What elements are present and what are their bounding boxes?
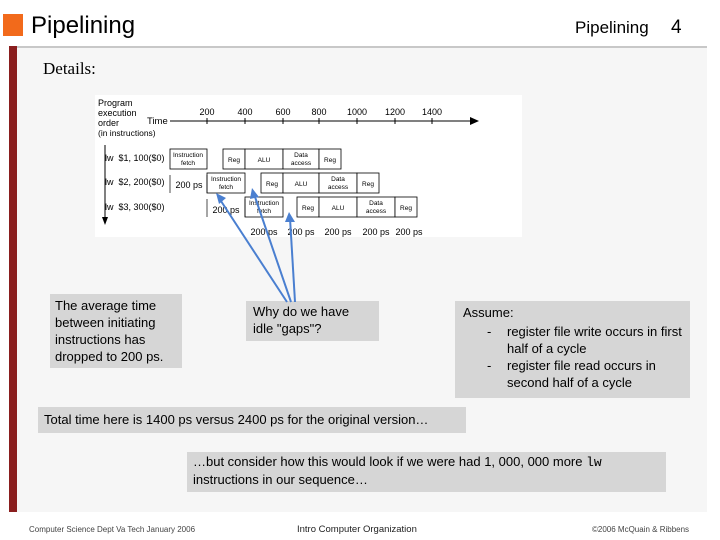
- duration-label: 200 ps: [324, 227, 352, 237]
- footer-left: Computer Science Dept Va Tech January 2006: [29, 525, 196, 534]
- slide-title: Pipelining: [31, 12, 136, 39]
- duration-label: 200 ps: [212, 205, 240, 215]
- left-accent-bar: [9, 46, 17, 512]
- axis-label-line: (in instructions): [98, 128, 156, 138]
- dash-icon: -: [487, 324, 492, 339]
- time-tick-label: 400: [237, 107, 253, 117]
- pipeline-diagram: [95, 95, 522, 237]
- note-total-time: Total time here is 1400 ps versus 2400 ps for the original version…: [38, 407, 466, 433]
- note-consider: …but consider how this would look if we were had 1, 000, 000 more lw instructions in our sequence…: [187, 452, 666, 492]
- stage-label: Reg: [400, 205, 412, 212]
- instruction-label: lw $3, 300($0): [105, 202, 165, 212]
- stage-label: Instruction: [249, 200, 279, 207]
- stage-label: fetch: [218, 184, 234, 191]
- stage-label: Instruction: [211, 176, 241, 183]
- instruction-label: lw $2, 200($0): [105, 177, 165, 187]
- stage-label: Reg: [324, 157, 336, 164]
- time-tick-label: 800: [311, 107, 327, 117]
- note-idle-gaps: Why do we have idle "gaps"?: [246, 301, 379, 341]
- stage-label: fetch: [256, 208, 272, 215]
- stage-label: Data: [294, 152, 308, 159]
- stage-label: Data: [331, 176, 345, 183]
- stage-label: Reg: [228, 157, 240, 164]
- time-tick-label: 1400: [421, 107, 443, 117]
- stage-label: Reg: [266, 181, 278, 188]
- time-tick-label: 1000: [346, 107, 368, 117]
- assume-title: Assume:: [463, 305, 514, 320]
- stage-label: Data: [369, 200, 383, 207]
- stage-label: ALU: [257, 157, 271, 164]
- order-axis-arrow: [102, 217, 108, 225]
- title-square-icon: [3, 14, 23, 36]
- time-tick-label: 600: [275, 107, 291, 117]
- stage-label: access: [290, 160, 312, 167]
- stage-label: Reg: [302, 205, 314, 212]
- time-tick-label: 1200: [384, 107, 406, 117]
- slide-number: 4: [671, 17, 682, 38]
- note-assume: [455, 301, 690, 398]
- stage-label: access: [327, 184, 349, 191]
- code-lw: lw: [586, 455, 602, 470]
- duration-label: 200 ps: [250, 227, 278, 237]
- stage-label: fetch: [180, 160, 196, 167]
- instruction-label: lw $1, 100($0): [105, 153, 165, 163]
- footer-right: ©2006 McQuain & Ribbens: [592, 525, 690, 534]
- stage-label: Reg: [362, 181, 374, 188]
- time-axis-arrow: [470, 117, 479, 125]
- axis-label-line: order: [98, 118, 120, 128]
- footer-center: Intro Computer Organization: [297, 524, 417, 535]
- duration-label: 200 ps: [395, 227, 423, 237]
- stage-label: Instruction: [173, 152, 203, 159]
- time-label: Time: [147, 116, 168, 127]
- assume-list: [463, 323, 682, 391]
- assume-item: - register file write occurs in first half of a cycle: [487, 324, 682, 356]
- header-topic: Pipelining: [575, 18, 649, 37]
- dash-icon: -: [487, 358, 492, 373]
- stage-label: ALU: [294, 181, 308, 188]
- stage-label: access: [365, 208, 387, 215]
- time-tick-label: 200: [199, 107, 215, 117]
- duration-label: 200 ps: [287, 227, 315, 237]
- axis-label-line: Program: [98, 98, 133, 108]
- axis-label-line: execution: [98, 108, 137, 118]
- duration-label: 200 ps: [362, 227, 390, 237]
- duration-label: 200 ps: [175, 180, 203, 190]
- stage-label: ALU: [331, 205, 345, 212]
- details-label: Details:: [43, 59, 96, 78]
- note-average-time: The average time between initiating instructions has dropped to 200 ps.: [50, 294, 182, 368]
- assume-item: - register file read occurs in second half of a cycle: [487, 358, 656, 390]
